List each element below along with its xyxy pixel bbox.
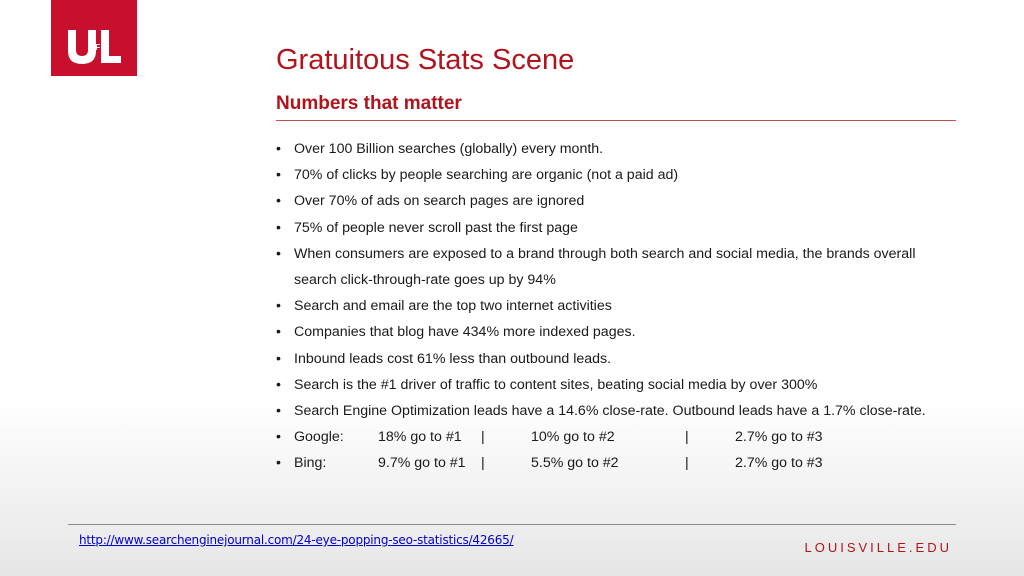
list-item: • 70% of clicks by people searching are organic (not a paid ad) [274, 162, 954, 188]
list-item: • Companies that blog have 434% more indexed pages. [274, 319, 954, 345]
rank-1-share: 18% go to #1 [378, 429, 462, 446]
rank-3-share: 2.7% go to #3 [735, 429, 823, 446]
engine-name: • Bing: [294, 455, 327, 472]
uofl-logo-icon [51, 0, 137, 76]
rank-2-share: 10% go to #2 [531, 429, 615, 446]
engine-name: • Google: [294, 429, 344, 446]
rank-1-share: 9.7% go to #1 [378, 455, 466, 472]
footer-brand: LOUISVILLE.EDU [804, 540, 952, 555]
uofl-logo [51, 0, 137, 76]
list-item: • Search Engine Optimization leads have a 14.6% close-rate. Outbound leads have a 1.7% close-rate. [274, 398, 954, 424]
rank-3-share: 2.7% go to #3 [735, 455, 823, 472]
list-item: • When consumers are exposed to a brand through both search and social media, the brands overall search click-through-rate goes up by 94% [274, 241, 954, 293]
list-item: • Over 100 Billion searches (globally) every month. [274, 136, 954, 162]
list-item: • Inbound leads cost 61% less than outbound leads. [274, 346, 954, 372]
list-item: • Search is the #1 driver of traffic to content sites, beating social media by over 300% [274, 372, 954, 398]
slide-subtitle: Numbers that matter [276, 93, 462, 114]
separator: | [685, 429, 689, 446]
svg-text:OF: OF [89, 43, 101, 52]
separator: | [685, 455, 689, 472]
title-divider [276, 120, 956, 121]
stats-list [274, 136, 954, 477]
google-stats-row [274, 424, 954, 450]
source-link[interactable]: http://www.searchenginejournal.com/24-eye-popping-seo-statistics/42665/ [79, 533, 514, 547]
slide-title: Gratuitous Stats Scene [276, 44, 575, 76]
separator: | [481, 429, 485, 446]
bing-stats-row [274, 450, 954, 476]
separator: | [481, 455, 485, 472]
list-item: • Over 70% of ads on search pages are ignored [274, 188, 954, 214]
list-item: • 75% of people never scroll past the first page [274, 215, 954, 241]
footer-divider [68, 524, 956, 525]
list-item: • Search and email are the top two internet activities [274, 293, 954, 319]
rank-2-share: 5.5% go to #2 [531, 455, 619, 472]
